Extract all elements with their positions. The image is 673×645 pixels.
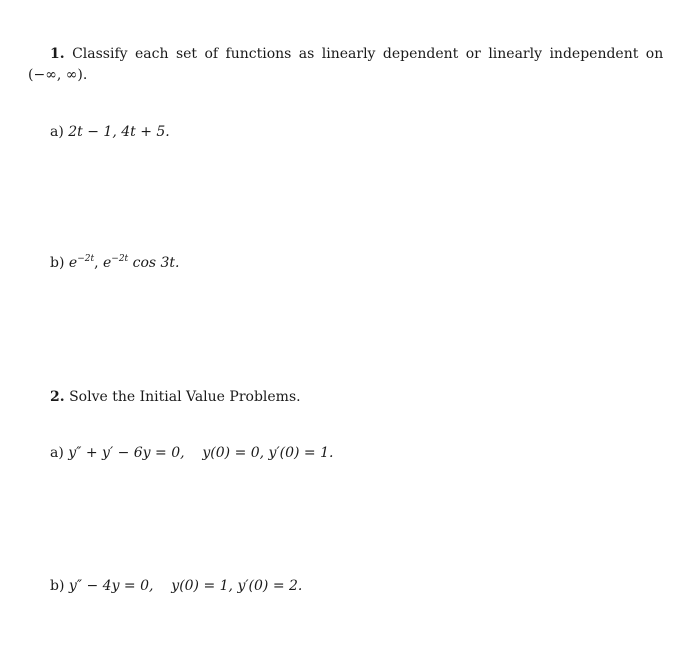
problem-1-part-b [50,254,180,274]
function-set-a: 2t − 1, 4t + 5. [68,124,170,140]
problem-1-number: 1. [50,46,65,62]
part-label: b) [50,255,65,271]
problem-1-text-line-2: (−∞, ∞). [28,67,88,83]
exp-base-1: e [68,255,78,271]
exponent-1: −2t [77,254,95,264]
function-set-b [69,255,180,271]
initial-conditions-b: y(0) = 1, y′(0) = 2. [171,578,303,594]
initial-conditions-a: y(0) = 0, y′(0) = 1. [202,445,334,461]
cosine-factor: cos 3t. [128,255,180,271]
part-label: b) [50,578,65,594]
exponent-2: −2t [111,254,129,264]
problem-1-interval [28,66,87,84]
problem-2-part-a [50,444,333,462]
problem-1-statement [50,45,663,63]
problem-1-part-a [50,123,170,141]
part-label: a) [50,445,64,461]
problem-2-statement [50,388,301,406]
problem-2-text: Solve the Initial Value Problems. [69,389,301,405]
ode-equation-a: y″ + y′ − 6y = 0, [68,445,185,461]
ode-equation-b: y″ − 4y = 0, [68,578,154,594]
exp-base-2: e [102,255,112,271]
part-label: a) [50,124,64,140]
problem-2-number: 2. [50,389,65,405]
problem-1-text-line-1: Classify each set of functions as linearly dependent or linearly independent on [72,46,664,62]
problem-2-part-b [50,577,302,595]
separator: , [94,255,103,271]
